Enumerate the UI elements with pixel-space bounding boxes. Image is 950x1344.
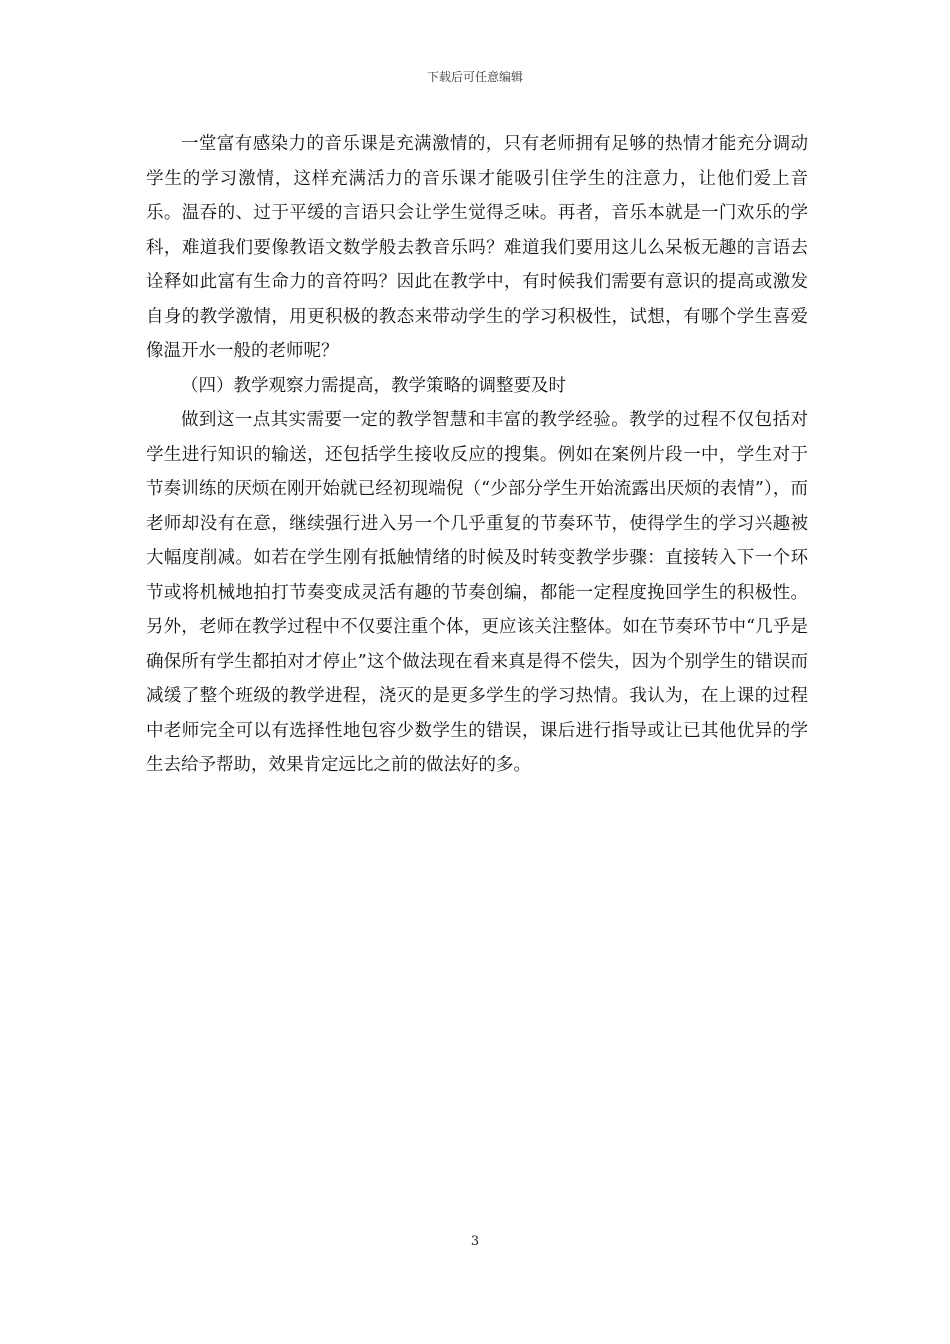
header-note: 下载后可任意编辑 — [426, 70, 523, 84]
page-number: 3 — [470, 1234, 480, 1249]
paragraph-observation: 做到这一点其实需要一定的教学智慧和丰富的教学经验。教学的过程不仅包括对学生进行知识的输送，还包括学生接收反应的搜集。例如在案例片段一中，学生对于节奏训练的厌烦在刚开始就已经初现端倪（“少部分学生开始流露出厌烦的表情”），而老师却没有在意，继续强行进入另一个几乎重复的节奏环节，使得学生的学习兴趣被大幅度削减。如若在学生刚有抵触情绪的时候及时转变教学步骤：直接转入下一个环节或将机械地拍打节奏变成灵活有趣的节奏创编，都能一定程度挽回学生的积极性。另外，老师在教学过程中不仅要注重个体，更应该关注整体。如在节奏环节中“几乎是确保所有学生都拍对才停止”这个做法现在看来真是得不偿失，因为个别学生的错误而减缓了整个班级的教学进程，浇灭的是更多学生的学习热情。我认为，在上课的过程中老师完全可以有选择性地包容少数学生的错误，课后进行指导或让已其他优异的学生去给予帮助，效果肯定远比之前的做法好的多。 — [146, 410, 808, 775]
paragraph-passion: 一堂富有感染力的音乐课是充满激情的，只有老师拥有足够的热情才能充分调动学生的学习激情，这样充满活力的音乐课才能吸引住学生的注意力，让他们爱上音乐。温吞的、过于平缓的言语只会让学生觉得乏味。再者，音乐本就是一门欢乐的学科，难道我们要像教语文数学般去教音乐吗？难道我们要用这儿么呆板无趣的言语去诠释如此富有生命力的音符吗？因此在教学中，有时候我们需要有意识的提高或激发自身的教学激情，用更积极的教态来带动学生的学习积极性，试想，有哪个学生喜爱像温开水一般的老师呢？ — [146, 134, 808, 361]
section-heading-4: （四）教学观察力需提高，教学策略的调整要及时 — [181, 375, 566, 396]
document-body — [146, 127, 808, 783]
